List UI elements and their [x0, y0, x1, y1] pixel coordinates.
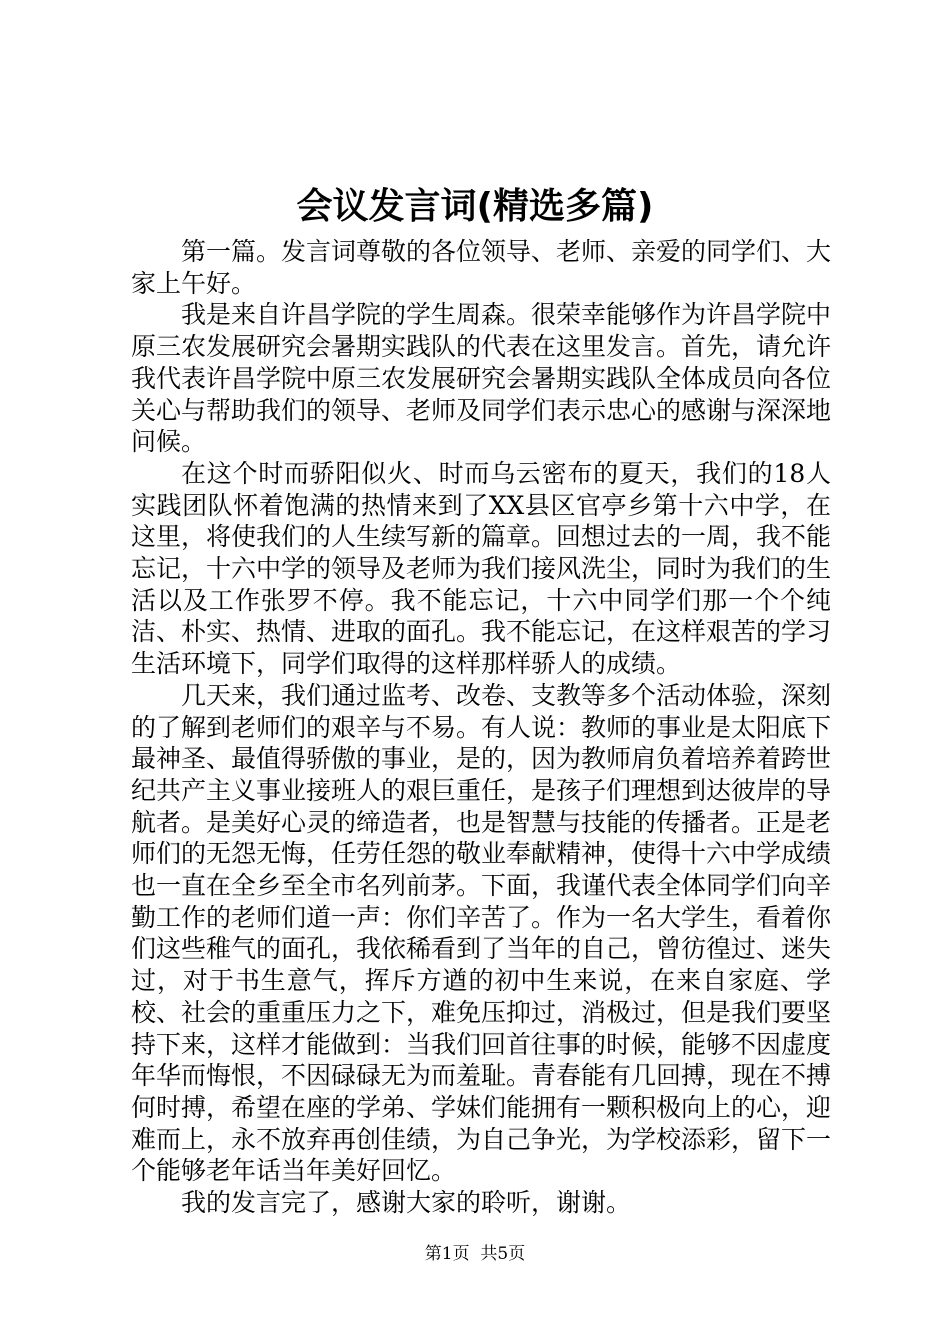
paragraph: 我是来自许昌学院的学生周森。很荣幸能够作为许昌学院中原三农发展研究会暑期实践队的代表在这里发言。首先，请允许我代表许昌学院中原三农发展研究会暑期实践队全体成员向各位关心与帮助我们的领导、老师及同学们表示忠心的感谢与深深地问候。 — [131, 300, 832, 457]
paragraph: 在这个时而骄阳似火、时而乌云密布的夏天，我们的18人实践团队怀着饱满的热情来到了XX县区官亭乡第十六中学，在这里，将使我们的人生续写新的篇章。回想过去的一周，我不能忘记，十六中学的领导及老师为我们接风洗尘，同时为我们的生活以及工作张罗不停。我不能忘记，十六中同学们那一个个纯洁、朴实、热情、进取的面孔。我不能忘记，在这样艰苦的学习生活环境下，同学们取得的这样那样骄人的成绩。 — [131, 458, 832, 679]
paragraph: 第一篇。发言词尊敬的各位领导、老师、亲爱的同学们、大家上午好。 — [131, 237, 832, 298]
paragraph: 几天来，我们通过监考、改卷、支教等多个活动体验，深刻的了解到老师们的艰辛与不易。有人说：教师的事业是太阳底下最神圣、最值得骄傲的事业，是的，因为教师肩负着培养着跨世纪共产主义事业接班人的艰巨重任，是孩子们理想到达彼岸的导航者。是美好心灵的缔造者，也是智慧与技能的传播者。正是老师们的无怨无悔，任劳任怨的敬业奉献精神，使得十六中学成绩也一直在全乡至全市名列前茅。下面，我谨代表全体同学们向辛勤工作的老师们道一声：你们辛苦了。作为一名大学生，看着你们这些稚气的面孔，我依稀看到了当年的自己，曾彷徨过、迷失过，对于书生意气，挥斥方遒的初中生来说，在来自家庭、学校、社会的重重压力之下，难免压抑过，消极过，但是我们要坚持下来，这样才能做到：当我们回首往事的时候，能够不因虚度年华而悔恨，不因碌碌无为而羞耻。青春能有几回搏，现在不搏何时搏，希望在座的学弟、学妹们能拥有一颗积极向上的心，迎难而上，永不放弃再创佳绩，为自己争光，为学校添彩，留下一个能够老年话当年美好回忆。 — [131, 680, 832, 1186]
document-title: 会议发言词(精选多篇) — [296, 186, 654, 227]
page-number-footer: 第1页 共5页 — [424, 1244, 526, 1264]
paragraph: 我的发言完了，感谢大家的聆听，谢谢。 — [181, 1188, 632, 1218]
document-body — [131, 236, 831, 1219]
